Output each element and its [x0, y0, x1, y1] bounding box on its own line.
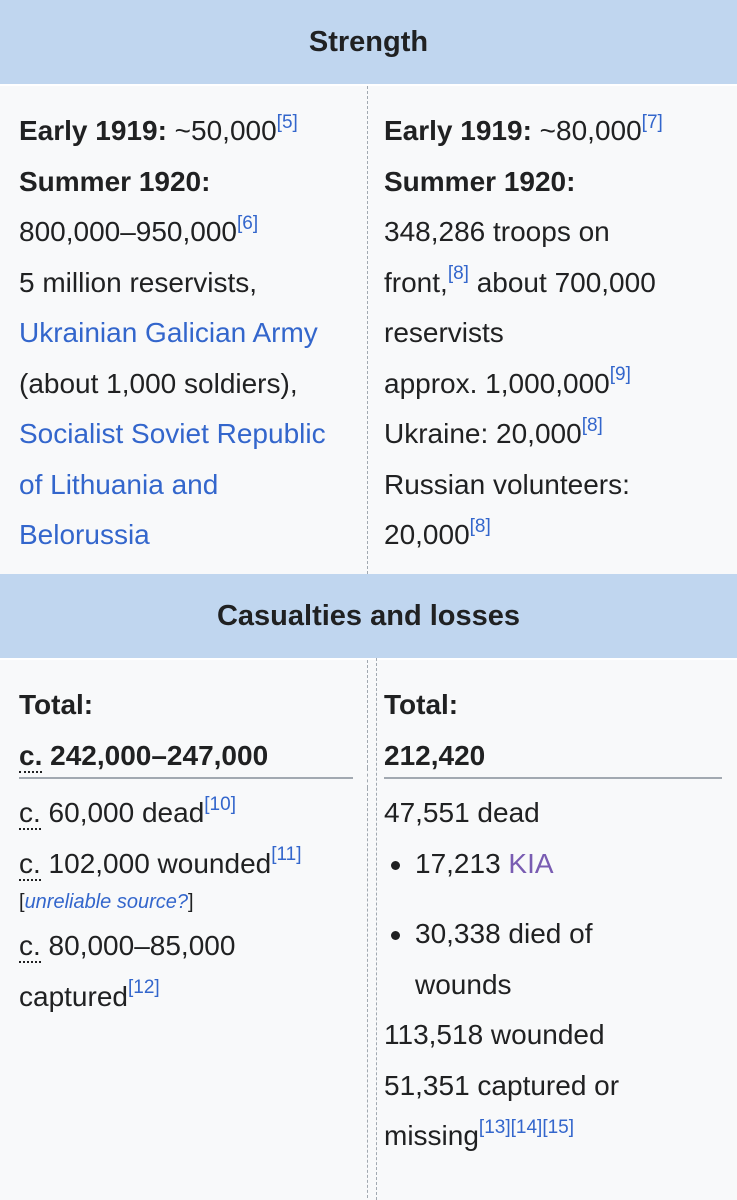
citation-link[interactable]: [11]: [271, 844, 302, 866]
citation-link[interactable]: [13]: [478, 1116, 511, 1138]
casualties-left-total-cell: [0, 660, 368, 771]
left-summer-1920-value: 800,000–950,000[6]: [19, 212, 259, 247]
right-russian-volunteers-value: 20,000[8]: [384, 515, 491, 550]
left-uga-note: (about 1,000 soldiers),: [19, 367, 298, 399]
right-dead: 47,551 dead: [384, 797, 540, 828]
left-total-label: Total:: [19, 689, 94, 720]
ssr-link-line-2: [19, 460, 353, 511]
citation-link[interactable]: [6]: [237, 212, 259, 234]
circa-abbr: c.: [19, 930, 41, 961]
ssr-lithuania-belorussia-link[interactable]: of Lithuania and: [19, 468, 219, 500]
citation-link[interactable]: [7]: [641, 111, 663, 133]
unreliable-source-note: [unreliable source?]: [19, 891, 194, 913]
right-approx: approx. 1,000,000[9]: [384, 364, 631, 399]
strength-right-cell: [368, 86, 736, 574]
right-ukraine: Ukraine: 20,000[8]: [384, 414, 603, 449]
citation-link[interactable]: [8]: [581, 414, 603, 436]
kia-list-item: 17,213 KIA: [384, 839, 722, 890]
strength-header-label: Strength: [308, 25, 429, 58]
right-early-1919: Early 1919: ~80,000[7]: [384, 111, 663, 146]
left-captured-line-1: c. 80,000–85,000: [19, 930, 236, 961]
right-total-value: 212,420: [384, 739, 486, 771]
circa-abbr: c.: [19, 739, 43, 771]
casualties-right-total-cell: [368, 660, 736, 771]
citation-link[interactable]: [8]: [447, 263, 469, 285]
ukrainian-galician-army-link-line: [19, 308, 353, 359]
strength-header: [0, 0, 737, 86]
circa-abbr: c.: [19, 847, 41, 879]
citation-link[interactable]: [5]: [276, 111, 298, 133]
right-troops-line-1: 348,286 troops on: [384, 216, 610, 247]
citation-link[interactable]: [9]: [609, 364, 631, 386]
citation-link[interactable]: [14]: [510, 1116, 543, 1138]
left-dead: c. 60,000 dead[10]: [19, 793, 236, 828]
ukrainian-galician-army-link[interactable]: Ukrainian Galician Army: [19, 317, 318, 348]
ssr-lithuania-belorussia-link[interactable]: Belorussia: [19, 519, 150, 550]
right-wounded: 113,518 wounded: [384, 1019, 605, 1050]
right-total-label: Total:: [384, 689, 459, 720]
ssr-lithuania-belorussia-link[interactable]: Socialist Soviet Republic: [19, 418, 326, 449]
left-summer-1920-label: Summer 1920:: [19, 165, 211, 197]
casualties-right-breakdown-cell: [368, 788, 736, 1200]
circa-abbr: c.: [19, 797, 41, 828]
right-troops-line-3: reservists: [384, 317, 504, 348]
left-wounded: c. 102,000 wounded[11]: [19, 844, 302, 879]
left-total-value: c. 242,000–247,000: [19, 739, 269, 771]
citation-link[interactable]: [15]: [542, 1116, 575, 1138]
unreliable-source-link[interactable]: unreliable source?: [24, 891, 188, 913]
left-early-1919: Early 1919: ~50,000[5]: [19, 111, 298, 146]
right-captured-line-1: 51,351 captured or: [384, 1069, 620, 1101]
right-troops-line-2: front,[8] about 700,000: [384, 263, 656, 298]
casualties-totals-row: [0, 660, 737, 771]
right-captured-line-2: missing[13][14][15]: [384, 1116, 575, 1151]
casualties-left-breakdown-cell: [0, 788, 368, 1200]
citation-link[interactable]: [8]: [469, 515, 491, 537]
left-reservists: 5 million reservists,: [19, 266, 258, 298]
casualties-header: [0, 574, 737, 660]
column-divider: [376, 658, 377, 1200]
ssr-link-line-3: [19, 510, 353, 561]
ssr-link-line-1: [19, 409, 353, 460]
strength-left-cell: [0, 86, 368, 574]
died-of-wounds-list-item: 30,338 died of: [384, 909, 722, 960]
citation-link[interactable]: [12]: [127, 977, 160, 999]
left-captured-line-2: captured[12]: [19, 977, 160, 1012]
died-of-wounds-continuation: wounds: [415, 968, 512, 1000]
right-russian-volunteers-label: Russian volunteers:: [384, 468, 630, 500]
right-summer-1920-label: Summer 1920:: [384, 165, 576, 197]
citation-link[interactable]: [10]: [204, 793, 236, 815]
casualties-header-label: Casualties and losses: [216, 599, 521, 632]
kia-link[interactable]: KIA: [508, 847, 554, 879]
strength-row: [0, 86, 737, 574]
casualties-breakdown-row: [0, 788, 737, 1200]
